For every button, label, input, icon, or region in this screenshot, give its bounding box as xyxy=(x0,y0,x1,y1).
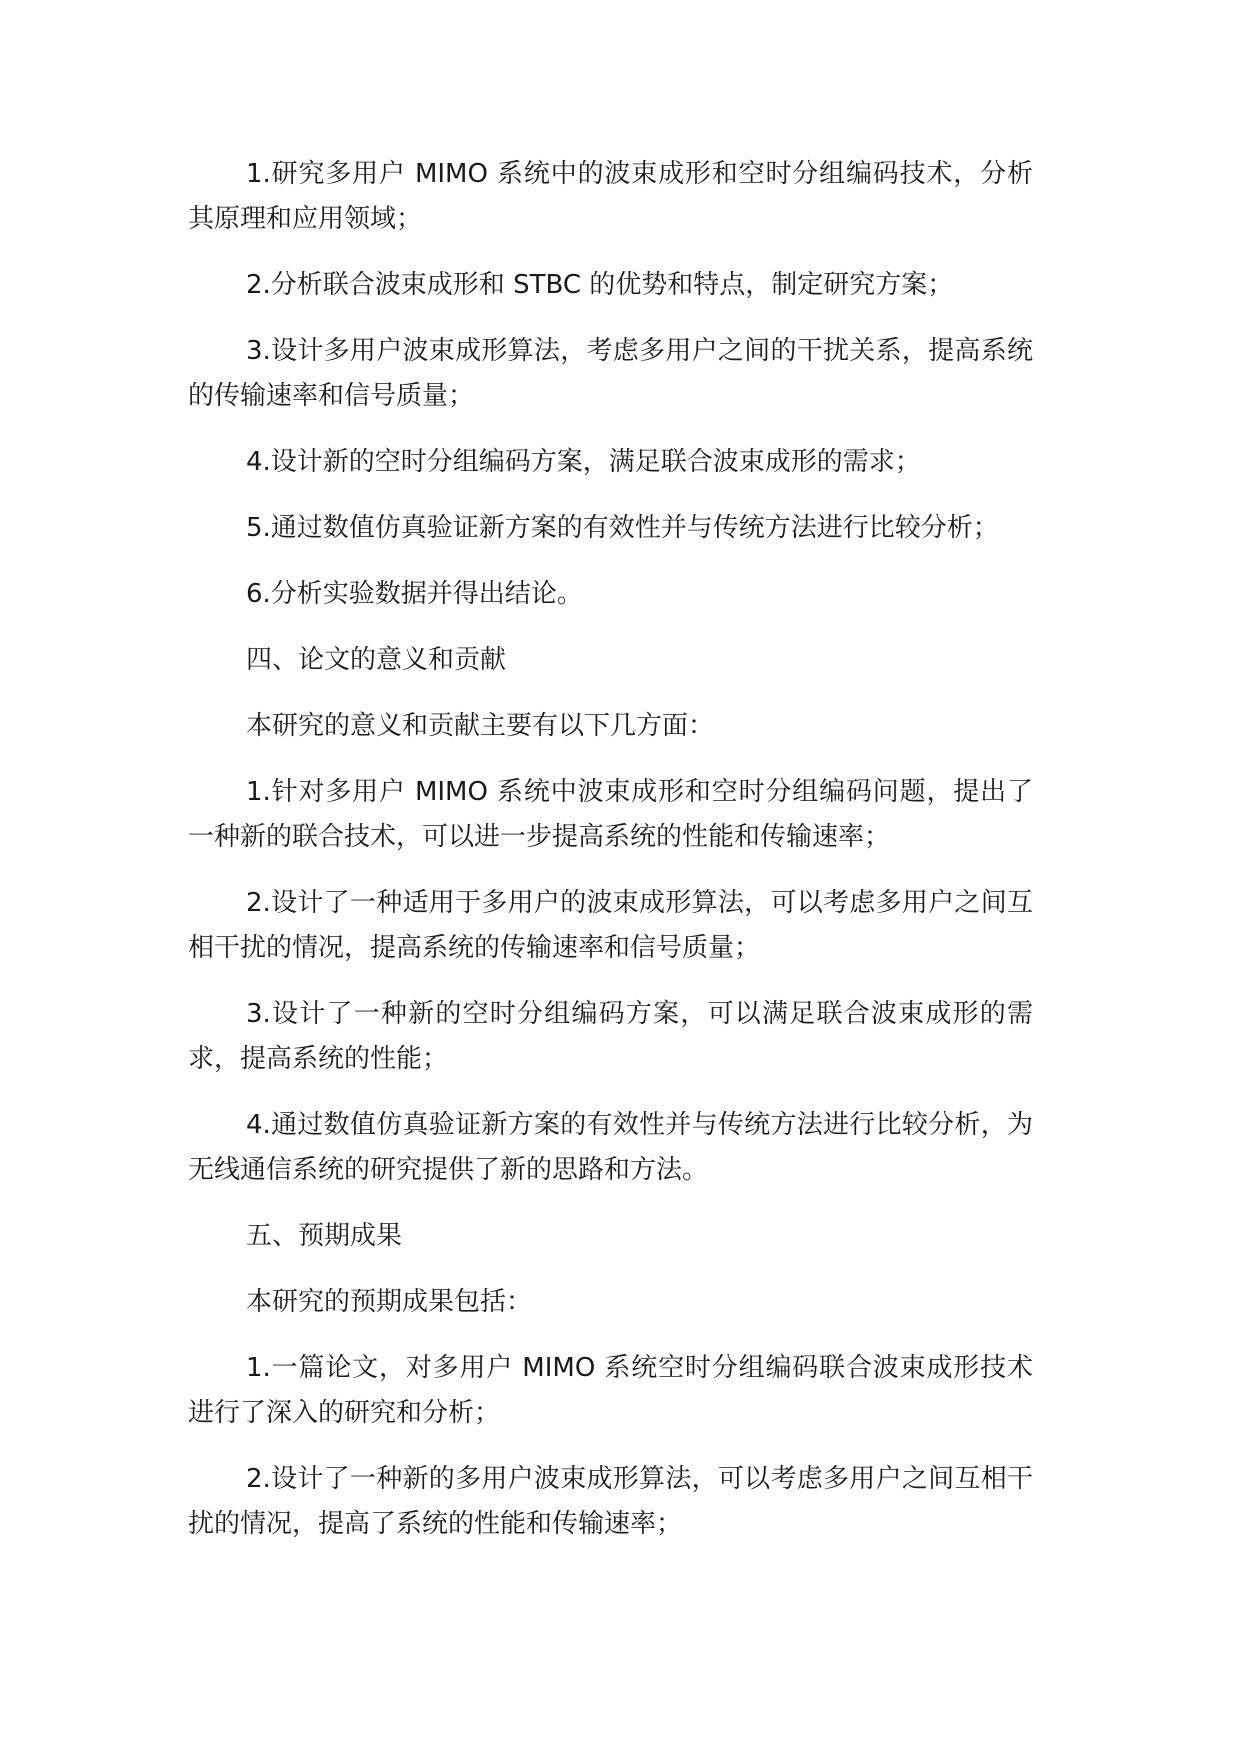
section-heading-significance: 四、论文的意义和贡献 xyxy=(246,645,507,675)
paragraph-significance-4: 4.通过数值仿真验证新方案的有效性并与传统方法进行比较分析，为无线通信系统的研究提供了新的思路和方法。 xyxy=(188,1110,1033,1185)
section-heading-expected-results: 五、预期成果 xyxy=(246,1221,403,1251)
paragraph-significance-2: 2.设计了一种适用于多用户的波束成形算法，可以考虑多用户之间互相干扰的情况，提高系统的传输速率和信号质量； xyxy=(188,888,1033,963)
paragraph-significance-3: 3.设计了一种新的空时分组编码方案，可以满足联合波束成形的需求，提高系统的性能； xyxy=(188,999,1033,1074)
paragraph-significance-intro: 本研究的意义和贡献主要有以下几方面： xyxy=(246,711,715,741)
paragraph-research-content-3: 3.设计多用户波束成形算法，考虑多用户之间的干扰关系，提高系统的传输速率和信号质量； xyxy=(188,336,1033,411)
document-body xyxy=(188,152,1033,1568)
paragraph-research-content-2: 2.分析联合波束成形和 STBC 的优势和特点，制定研究方案； xyxy=(246,270,954,300)
paragraph-research-content-5: 5.通过数值仿真验证新方案的有效性并与传统方法进行比较分析； xyxy=(246,513,999,543)
paragraph-expected-results-1: 1.一篇论文，对多用户 MIMO 系统空时分组编码联合波束成形技术进行了深入的研究和分析； xyxy=(188,1353,1033,1428)
paragraph-research-content-1: 1.研究多用户 MIMO 系统中的波束成形和空时分组编码技术，分析其原理和应用领域； xyxy=(188,159,1033,234)
paragraph-research-content-4: 4.设计新的空时分组编码方案，满足联合波束成形的需求； xyxy=(246,447,921,477)
paragraph-research-content-6: 6.分析实验数据并得出结论。 xyxy=(246,579,583,609)
paragraph-significance-1: 1.针对多用户 MIMO 系统中波束成形和空时分组编码问题，提出了一种新的联合技术，可以进一步提高系统的性能和传输速率； xyxy=(188,777,1033,852)
paragraph-expected-results-2: 2.设计了一种新的多用户波束成形算法，可以考虑多用户之间互相干扰的情况，提高了系统的性能和传输速率； xyxy=(188,1464,1033,1539)
paragraph-expected-results-intro: 本研究的预期成果包括： xyxy=(246,1287,533,1317)
